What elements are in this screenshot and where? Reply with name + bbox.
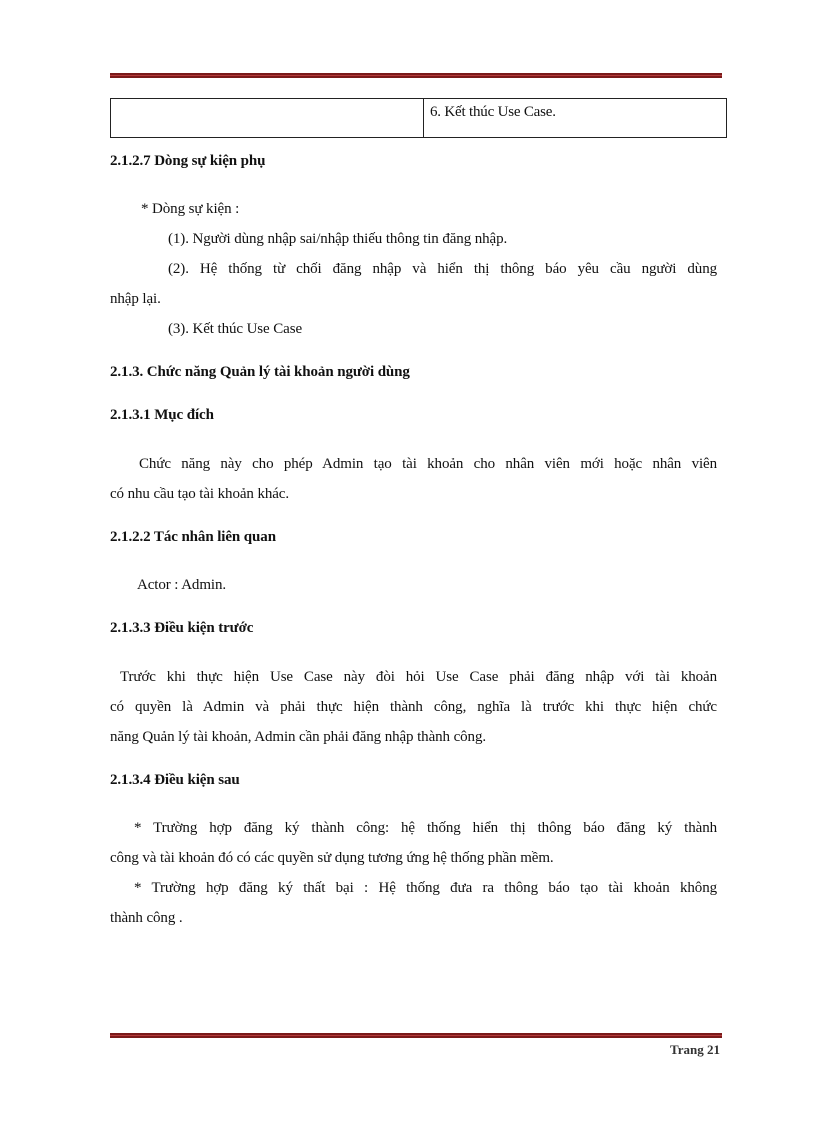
heading-2134: 2.1.3.4 Điều kiện sau	[110, 772, 240, 788]
table-cell-empty	[111, 99, 424, 137]
event-step-2-line-1: (2). Hệ thống từ chối đăng nhập và hiển thị thông báo yêu cầu người dùng	[168, 261, 717, 277]
heading-2131: 2.1.3.1 Mục đích	[110, 407, 214, 423]
purpose-line-2: có nhu cầu tạo tài khoản khác.	[110, 486, 290, 502]
events-intro: * Dòng sự kiện :	[141, 201, 240, 217]
precondition-line-2: có quyền là Admin và phải thực hiện thành công, nghĩa là trước khi thực hiện chức	[110, 699, 717, 715]
header-rule	[110, 73, 722, 78]
postcondition-line-3: * Trường hợp đăng ký thất bại : Hệ thống đưa ra thông báo tạo tài khoản không	[134, 880, 717, 896]
postcondition-line-2: công và tài khoản đó có các quyền sử dụng tương ứng hệ thống phần mềm.	[110, 850, 554, 866]
heading-213: 2.1.3. Chức năng Quản lý tài khoản người dùng	[110, 364, 410, 380]
actor-line: Actor : Admin.	[137, 577, 227, 593]
heading-2122: 2.1.2.2 Tác nhân liên quan	[110, 529, 276, 545]
event-step-2-line-2: nhập lại.	[110, 291, 161, 307]
table-cell-step: 6. Kết thúc Use Case.	[430, 104, 556, 120]
footer-rule	[110, 1033, 722, 1038]
event-step-1: (1). Người dùng nhập sai/nhập thiếu thông tin đăng nhập.	[168, 231, 508, 247]
heading-2133: 2.1.3.3 Điều kiện trước	[110, 620, 254, 636]
heading-2127: 2.1.2.7 Dòng sự kiện phụ	[110, 153, 266, 169]
event-step-3: (3). Kết thúc Use Case	[168, 321, 303, 337]
postcondition-line-1: * Trường hợp đăng ký thành công: hệ thống hiển thị thông báo đăng ký thành	[134, 820, 717, 836]
precondition-line-1: Trước khi thực hiện Use Case này đòi hỏi Use Case phải đăng nhập với tài khoản	[120, 669, 717, 685]
table-row	[110, 98, 727, 138]
purpose-line-1: Chức năng này cho phép Admin tạo tài khoản cho nhân viên mới hoặc nhân viên	[139, 456, 717, 472]
page-number: Trang 21	[670, 1042, 720, 1057]
postcondition-line-4: thành công .	[110, 910, 183, 926]
precondition-line-3: năng Quản lý tài khoản, Admin cần phải đăng nhập thành công.	[110, 729, 486, 745]
